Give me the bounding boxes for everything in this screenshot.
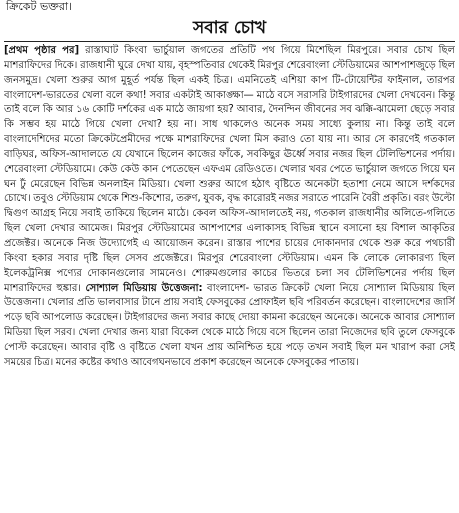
- paragraph-2: বাংলাদেশ- ভারত ক্রিকেট খেলা নিয়ে সোশ্যাল মিডিয়ায় ছিল উত্তেজনা। খেলার প্রতি ভালবাসার টানে প্রায় সবাই ফেসবুকের প্রোফাইল ছবি পরিবর্তন করেছেন। বাংলাদেশের জার্সি পড়ে ছবি আপলোড করেছেন। টাইগারদের জন্য সবার কাছে দোয়া কামনা করেছেন অনেকে। অনেকে আবার সোশ্যাল মিডিয়া ছিল সরব। খেলা দেখার জন্য যারা বিকেল থেকে মাঠে গিয়ে বসে ছিলেন তারা নিজেদের ছবি তুলে ফেসবুকে পোস্ট করেছেন। আবার বৃষ্টি ও বৃষ্টিতে খেলা যখন প্রায় অনিশ্চিত হয়ে পড়ে তখন সবাই ছিল মন খারাপ করা সেই সময়ের চিত্র। মনের কষ্টের কথাও আবেগঘনভাবে প্রকাশ করেছেন অনেকে ফেসবুকের পাতায়।: [4, 282, 455, 368]
- paragraph-1: রাস্তাঘাট কিংবা ভার্চুয়াল জগতের প্রতিটি পথ গিয়ে মিশেছিল মিরপুরে। সবার চোখ ছিল মাশরাফিদের দিকে। রাজধানী ঘুরে দেখা যায়, বৃহস্পতিবার থেকেই মিরপুর শেরেবাংলা স্টেডিয়ামের আশপাশজুড়ে ছিল জনসমুদ্র। খেলা শুরুর আগ মুহূর্ত পর্যন্ত ছিল একই চিত্র। এমনিতেই এশিয়া কাপ টি-টোয়েন্টির ফাইনাল, তারপর বাংলাদেশ-ভারতের খেলা বলে কথা! সবার একটাই আকাঙ্ক্ষা— মাঠে বসে সরাসরি টাইগারদের খেলা দেখবেন। কিন্তু তাই বলে কি আর ১৬ কোটি দর্শকের এক মাঠে জায়গা হয়? আবার, দৈনন্দিন জীবনের সব ঝক্কি-ঝামেলা ছেড়ে সবার কি সম্ভব হয় মাঠে গিয়ে খেলা দেখা? হয় না। সাধ থাকলেও অনেক সময় সাধ্যে কুলায় না। কিন্তু তাই বলে বাংলাদেশিদের মতো ক্রিকেটপ্রেমীদের পক্ষে মাশরাফিদের খেলা মিস করাও তো যায় না। আর সে কারণেই গতকাল বাড়িঘর, অফিস-আদালতে যে যেখানে ছিলেন কাজের ফাঁকে, সবকিছুর ঊর্ধ্বে সবার নজর ছিল টেলিভিশনের পর্দায়। শেরেবাংলা স্টেডিয়ামে। কেউ কেউ কান পেতেছেন এফএম রেডিওতে। খেলার খবর পেতে ভার্চুয়াল জগতে গিয়ে ঘন ঘন ঢুঁ মেরেছেন বিভিন্ন অনলাইন মিডিয়া। খেলা শুরুর আগে হঠাৎ বৃষ্টিতে অনেকটা হতাশা নেমে আসে দর্শকদের চোখে। তবুও স্টেডিয়াম থেকে শিশু-কিশোর, তরুণ, যুবক, বৃদ্ধ কারোরই নজর সরাতে পারেনি বৈরী প্রকৃতি। বরং উল্টো দ্বিগুণ আগ্রহ নিয়ে সবাই তাকিয়ে ছিলেন মাঠে। কেবল অফিস-আদালতেই নয়, গতকাল রাজধানীর অলিতে-গলিতে ছিল খেলা দেখার আমেজ। মিরপুর স্টেডিয়ামের আশপাশের এলাকাসহ বিভিন্ন স্থানে বসানো হয় বিশাল আকৃতির প্রজেক্টর। অনেকে নিজ উদ্যোগেই এ আয়োজন করেন। রাস্তার পাশের চায়ের দোকানদার থেকে শুরু করে পথচারী কিংবা হকার সবার দৃষ্টি ছিল সেসব প্রজেক্টরে। মিরপুর শেরেবাংলা স্টেডিয়াম। এমন কি লোকে লোকারণ্য ছিল ইলেকট্রনিক্স পণ্যের দোকানগুলোর সামনেও। শোরুমগুলোর কাচের ভিতরে চলা সব টেলিভিশনের পর্দায় ছিল মাশরাফিদের হুঙ্কার।: [4, 45, 455, 294]
- article-headline: সবার চোখ: [4, 17, 455, 42]
- article-body: [4, 44, 455, 512]
- continuation-marker: [প্রথম পৃষ্ঠার পর]: [4, 45, 80, 56]
- previous-article-tail: ক্রিকেট ভক্তরা।: [6, 0, 73, 13]
- subheading-social-media: সোশ্যাল মিডিয়ায় উত্তেজনা:: [85, 282, 203, 294]
